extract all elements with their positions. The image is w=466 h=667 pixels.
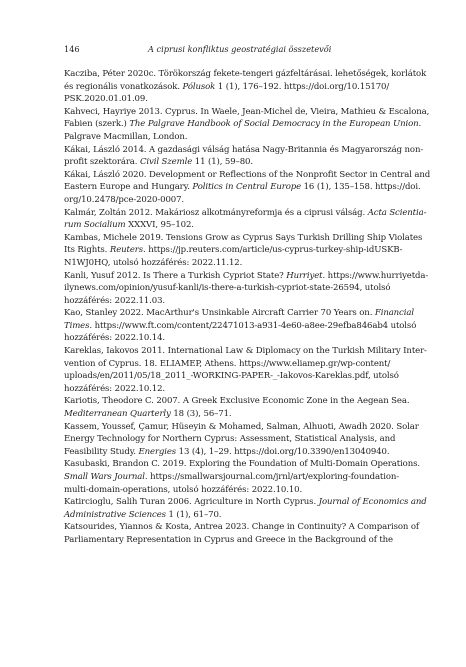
entry-italic-text: Financial [374,308,414,319]
entry-text: . https://www.hurriyetda- [322,270,429,281]
entry-italic-text: Small Wars Journal [64,472,145,482]
entry-line [64,156,416,169]
entry-line [64,433,416,446]
entry-line [64,345,427,358]
entry-text: PSK.2020.01.01.09. [64,94,148,105]
bibliography-entry [64,521,419,546]
entry-text: 1 (1), 61–70. [165,509,222,520]
entry-line [64,534,416,547]
entry-line [64,232,423,245]
entry-text: profit szektorára. [64,157,140,168]
entry-line [64,282,416,295]
entry-text: org/10.2478/pce-2020-0007. [64,194,184,205]
entry-italic-text: Politics in Central Europe [192,182,302,193]
entry-line [64,496,427,509]
bibliography-entry [64,270,429,308]
entry-text: 16 (1), 135–158. https://doi. [301,182,421,193]
entry-italic-text: Hurriyet [286,270,323,281]
entry-text: Kákai, László 2014. A gazdasági válság hatása Nagy-Britannia és Magyarország non- [64,144,424,155]
entry-italic-text: Reuters [109,245,143,256]
entry-text: . https://smallwarsjournal.com/jrnl/art/exploring-foundation- [144,472,400,482]
bibliography-entry [64,232,423,270]
entry-line [64,383,416,396]
entry-text: Palgrave Macmillan, London. [64,131,188,142]
entry-text: Kareklas, Iakovos 2011. International Law & Diplomacy on the Turkish Military Inter- [64,346,427,357]
entry-text: ilynews.com/opinion/yusuf-kanli/is-there-a-turkish-cypriot-state-26594, utolsó [64,283,391,294]
bibliography-entry [64,421,419,459]
entry-line [64,521,419,534]
entry-text: Kahveci, Hayriye 2013. Cyprus. In Waele, Jean-Michel de, Vieira, Mathieu & Escalona, [64,106,430,117]
entry-text: Kacziba, Péter 2020c. Törökország fekete-tengeri gázfeltárásai. lehetőségek, korlátok [64,69,427,79]
entry-text: hozzáférés: 2022.11.03. [64,295,165,306]
entry-line [64,270,429,283]
bibliography-entry [64,307,416,345]
entry-text: Katsourides, Yiannos & Kosta, Antrea 2023. Change in Continuity? A Comparison of [64,522,419,533]
entry-line [64,395,416,408]
entry-text: Kassem, Youssef, Çamur, Hüseyin & Mohamed, Salman, Alhuoti, Awadh 2020. Solar [64,421,419,432]
entry-line [64,307,416,320]
entry-italic-text: Journal of Economics and [318,497,427,508]
bibliography-entry [64,169,431,207]
bibliography-entry [64,68,427,106]
page-number: 146 [64,44,80,54]
entry-text: 11 (1), 59–80. [192,157,253,168]
entry-text: Kasubaski, Brandon C. 2019. Exploring the Foundation of Multi-Domain Operations. [64,459,420,470]
entry-line [64,106,430,119]
entry-line [64,458,420,471]
bibliography-entry [64,144,424,169]
entry-line [64,68,427,81]
entry-line [64,131,416,144]
entry-italic-text: Acta Scientia- [367,207,427,218]
entry-text: Energy Technology for Northern Cyprus: Assessment, Statistical Analysis, and [64,434,396,445]
entry-text: Kákai, László 2020. Development or Reflections of the Nonprofit Sector in Central and [64,169,431,180]
entry-text: Kariotis, Theodore C. 2007. A Greek Exclusive Economic Zone in the Aegean Sea. [64,396,410,407]
entry-italic-text: Times [64,320,90,331]
bibliography-entry [64,458,420,496]
entry-line [64,118,422,131]
entry-text: Feasibility Study. [64,446,139,457]
entry-text: 18 (3), 56–71. [170,409,232,420]
entry-line [64,471,416,484]
entry-line [64,295,416,308]
entry-text: Katircioglu, Salih Turan 2006. Agriculture in North Cyprus. [64,497,319,508]
entry-text: vention of Cyprus. 18. ELIAMEP, Athens. https://www.eliamep.gr/wp-content/ [64,358,391,369]
entry-italic-text: Administrative Sciences [64,509,166,520]
entry-line [64,244,416,257]
entry-text: és regionális vonatkozások. [64,81,183,92]
entry-text: Kanli, Yusuf 2012. Is There a Turkish Cypriot State? [64,270,287,281]
entry-line [64,144,424,157]
bibliography-list [64,68,431,547]
entry-italic-text: Civil Szemle [139,157,193,168]
entry-line [64,93,416,106]
entry-line [64,257,416,270]
entry-line [64,446,416,459]
entry-text: hozzáférés: 2022.10.14. [64,333,165,344]
entry-text: 1 (1), 176–192. https://doi.org/10.15170/ [215,81,390,92]
entry-line [64,408,416,421]
entry-text: uploads/en/2011/05/18_2011_-WORKING-PAPER-_-Iakovos-Kareklas.pdf, utolsó [64,371,399,382]
book-page [64,44,431,547]
running-title: A ciprusi konfliktus geostratégiai összetevői [148,44,332,54]
bibliography-entry [64,395,416,420]
entry-line [64,194,416,207]
bibliography-entry [64,496,427,521]
entry-text: N1WJ0HQ, utolsó hozzáférés: 2022.11.12. [64,257,243,268]
entry-line [64,370,416,383]
entry-italic-text: Energies [138,446,177,457]
entry-text: Kao, Stanley 2022. MacArthur's Unsinkable Aircraft Carrier 70 Years on. [64,308,375,319]
entry-italic-text: Pólusok [182,81,216,92]
entry-line [64,81,416,94]
bibliography-entry [64,345,427,395]
entry-line [64,320,417,333]
entry-line [64,219,416,232]
entry-text: Its Rights. [64,245,110,256]
entry-text: Kalmár, Zoltán 2012. Makáriosz alkotmányreformja és a ciprusi válság. [64,207,368,218]
entry-text: . [418,119,422,130]
entry-text: Parliamentary Representation in Cyprus and Greece in the Background of the [64,534,393,545]
entry-italic-text: Mediterranean Quarterly [64,409,171,420]
entry-italic-text: The Palgrave Handbook of Social Democracy in the European Union [129,119,419,130]
entry-line [64,484,416,497]
page-header [64,44,416,56]
entry-text: XXXVI, 95–102. [125,220,194,231]
entry-italic-text: rum Socialium [64,220,126,231]
entry-text: . https://jp.reuters.com/article/us-cyprus-turkey-ship-idUSKB- [143,245,403,256]
entry-line [64,207,427,220]
entry-line [64,332,416,345]
entry-text: hozzáférés: 2022.10.12. [64,383,165,394]
entry-line [64,509,416,522]
entry-text: . https://www.ft.com/content/22471013-a931-4e60-a8ee-29efba846ab4 utolsó [89,320,417,331]
bibliography-entry [64,207,427,232]
entry-line [64,181,421,194]
entry-text: multi-domain-operations, utolsó hozzáférés: 2022.10.10. [64,484,303,495]
entry-line [64,358,416,371]
entry-text: Kambas, Michele 2019. Tensions Grow as Cyprus Says Turkish Drilling Ship Violates [64,232,423,243]
entry-text: Eastern Europe and Hungary. [64,182,193,193]
bibliography-entry [64,106,430,144]
entry-text: 13 (4), 1–29. https://doi.org/10.3390/en13040940. [176,446,390,457]
entry-line [64,421,419,434]
entry-line [64,169,431,182]
entry-text: Fabien (szerk.) [64,119,130,130]
